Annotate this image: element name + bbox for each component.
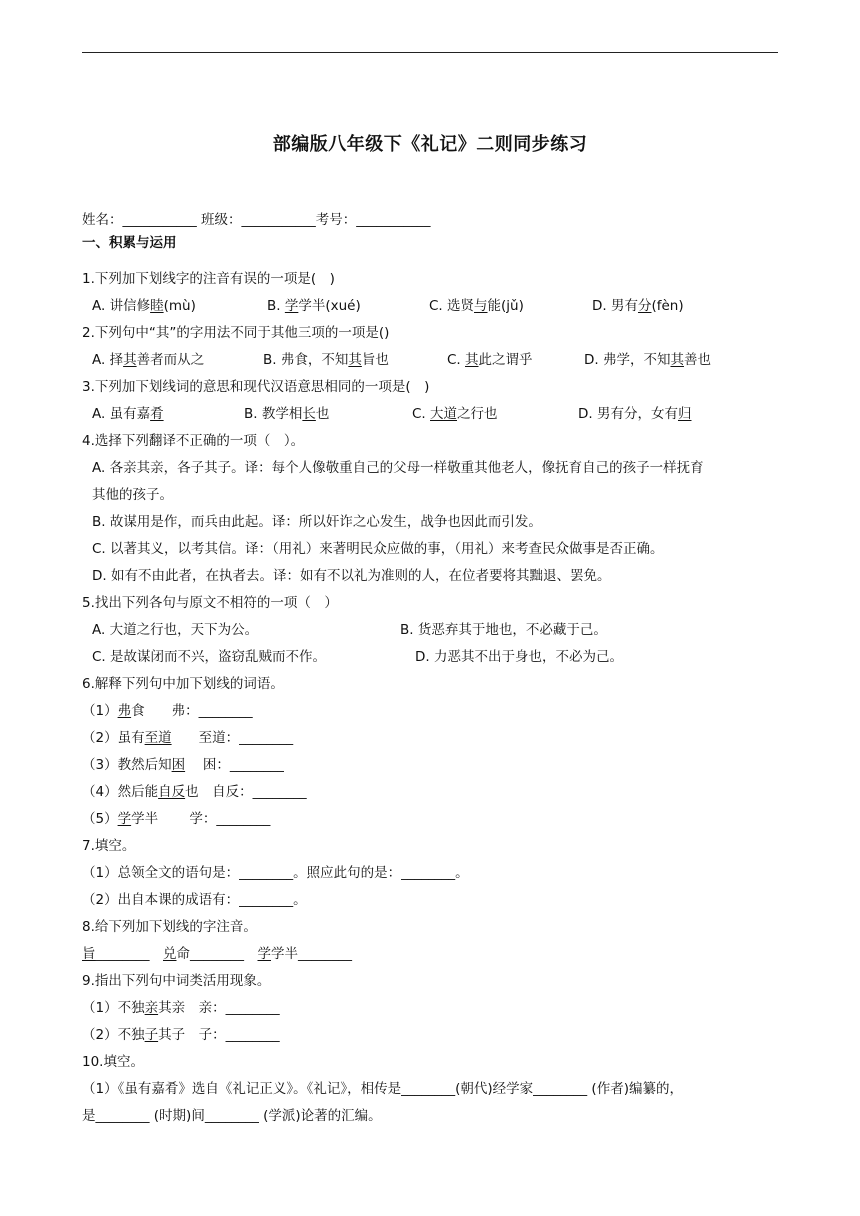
q6-item-3: （3）教然后知困 困：________	[82, 757, 284, 773]
q2-option-a[interactable]: A. 择其善者而从之	[92, 352, 205, 368]
answer-blank[interactable]: ________	[225, 1027, 280, 1043]
q2-option-d[interactable]: D. 弗学，不知其善也	[584, 352, 711, 368]
answer-blank[interactable]: ________	[198, 703, 253, 719]
q7-item-1: （1）总领全文的语句是：________。照应此句的是：________。	[82, 865, 469, 881]
exam-number-field[interactable]: ___________	[356, 212, 431, 228]
answer-blank[interactable]: ________	[401, 1081, 456, 1097]
q3-option-a[interactable]: A. 虽有嘉肴	[92, 406, 164, 422]
class-label: 班级：	[201, 212, 242, 228]
student-info-row	[82, 210, 431, 230]
question-8-stem: 8.给下列加下划线的字注音。	[82, 919, 257, 935]
answer-blank[interactable]: ________	[204, 1108, 259, 1124]
q6-item-4: （4）然后能自反也 自反：________	[82, 784, 307, 800]
q6-item-1: （1）弗食 弗：________	[82, 703, 253, 719]
q10-line-2: 是________ (时期)间________ (学派)论著的汇编。	[82, 1108, 382, 1124]
section-heading: 一、积累与运用	[82, 235, 177, 251]
q5-option-a[interactable]: A. 大道之行也，天下为公。	[92, 622, 259, 638]
q4-option-a[interactable]: A. 各亲其亲，各子其子。译：每个人像敬重自己的父母一样敬重其他老人，像抚育自己的孩子一样抚育	[92, 460, 704, 476]
question-4-stem: 4.选择下列翻译不正确的一项（ ）。	[82, 433, 305, 449]
q4-option-d[interactable]: D. 如有不由此者，在执者去。译：如有不以礼为准则的人，在位者要将其黜退、罢免。	[92, 568, 611, 584]
question-7-stem: 7.填空。	[82, 838, 136, 854]
q9-item-1: （1）不独亲其亲 亲：________	[82, 1000, 280, 1016]
question-5-stem: 5.找出下列各句与原文不相符的一项（ ）	[82, 595, 338, 611]
q5-option-c[interactable]: C. 是故谋闭而不兴，盗窃乱贼而不作。	[92, 649, 327, 665]
question-3-stem: 3.下列加下划线词的意思和现代汉语意思相同的一项是( )	[82, 379, 430, 395]
q1-option-a[interactable]: A. 讲信修睦(mù)	[92, 298, 196, 314]
q1-option-d[interactable]: D. 男有分(fèn)	[592, 298, 684, 314]
q4-option-a-continued[interactable]: 其他的孩子。	[92, 487, 173, 503]
answer-blank[interactable]: ________	[533, 1081, 588, 1097]
answer-blank[interactable]: ________	[298, 946, 352, 962]
answer-blank[interactable]: ________	[239, 730, 294, 746]
q3-option-c[interactable]: C. 大道之行也	[412, 406, 498, 422]
q4-option-c[interactable]: C. 以著其义，以考其信。译：（用礼）来著明民众应做的事，（用礼）来考查民众做事是否正确。	[92, 541, 664, 557]
question-10-stem: 10.填空。	[82, 1054, 144, 1070]
answer-blank[interactable]: ________	[239, 865, 294, 881]
top-rule	[82, 52, 778, 53]
answer-blank[interactable]: ________	[190, 946, 244, 962]
q4-option-b[interactable]: B. 故谋用是作，而兵由此起。译：所以奸诈之心发生，战争也因此而引发。	[92, 514, 542, 530]
q9-item-2: （2）不独子其子 子：________	[82, 1027, 280, 1043]
question-2-stem: 2.下列句中“其”的字用法不同于其他三项的一项是()	[82, 325, 390, 341]
q6-item-2: （2）虽有至道 至道：________	[82, 730, 294, 746]
q8-items: 旨________ 兑命________ 学学半________	[82, 946, 352, 962]
q3-option-b[interactable]: B. 教学相长也	[244, 406, 330, 422]
q5-option-d[interactable]: D. 力恶其不出于身也，不必为己。	[415, 649, 623, 665]
q2-option-b[interactable]: B. 弗食，不知其旨也	[263, 352, 389, 368]
q1-option-c[interactable]: C. 选贤与能(jǔ)	[429, 298, 524, 314]
question-9-stem: 9.指出下列句中词类活用现象。	[82, 973, 271, 989]
page-title: 部编版八年级下《礼记》二则同步练习	[272, 134, 588, 155]
question-1-stem: 1.下列加下划线字的注音有误的一项是( )	[82, 271, 335, 287]
name-label: 姓名：	[82, 212, 123, 228]
q7-item-2: （2）出自本课的成语有：________。	[82, 892, 307, 908]
exam-number-label: 考号：	[315, 212, 357, 228]
q2-option-c[interactable]: C. 其此之谓乎	[447, 352, 533, 368]
q3-option-d[interactable]: D. 男有分，女有归	[578, 406, 692, 422]
answer-blank[interactable]: ________	[95, 1108, 150, 1124]
answer-blank[interactable]: ________	[216, 811, 271, 827]
answer-blank[interactable]: ________	[239, 892, 294, 908]
q1-option-b[interactable]: B. 学学半(xué)	[267, 298, 361, 314]
answer-blank[interactable]: ________	[95, 946, 150, 962]
class-field[interactable]: ___________	[241, 212, 316, 228]
q6-item-5: （5）学学半 学：________	[82, 811, 271, 827]
q10-line-1: （1）《虽有嘉肴》选自《礼记正义》。《礼记》，相传是________(朝代)经学家________ (作者)编纂的，	[82, 1081, 683, 1097]
answer-blank[interactable]: ________	[252, 784, 307, 800]
q5-option-b[interactable]: B. 货恶弃其于地也，不必藏于己。	[400, 622, 607, 638]
question-6-stem: 6.解释下列句中加下划线的词语。	[82, 676, 284, 692]
answer-blank[interactable]: ________	[229, 757, 284, 773]
answer-blank[interactable]: ________	[401, 865, 456, 881]
answer-blank[interactable]: ________	[225, 1000, 280, 1016]
name-field[interactable]: ___________	[122, 212, 197, 228]
